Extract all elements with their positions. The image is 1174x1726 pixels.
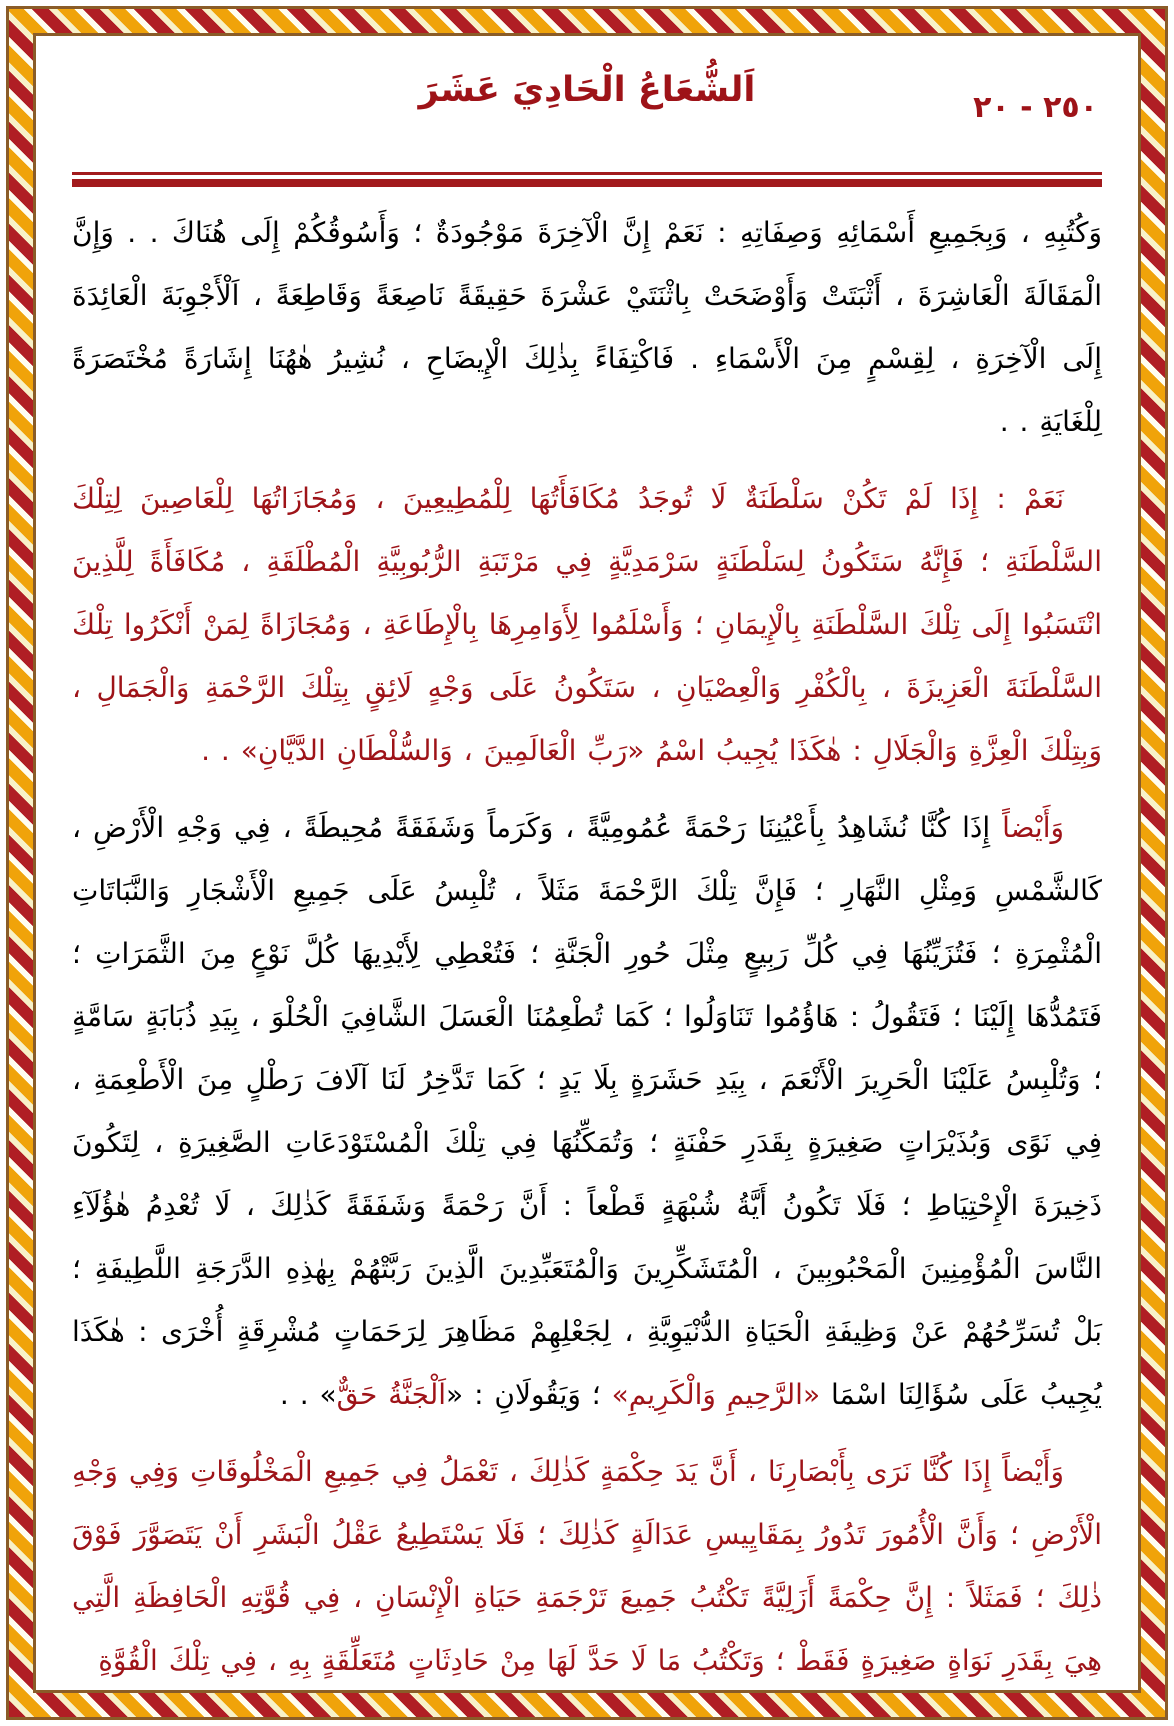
page-title: اَلشُّعَاعُ الْحَادِيَ عَشَرَ	[418, 70, 756, 110]
text-segment: وَأَيْضاً إِذَا كُنَّا نَرَى بِأَبْصَارِنَا ، أَنَّ يَدَ حِكْمَةٍ كَذٰلِكَ ، تَعْمَلُ فِي جَمِيعِ الْمَخْلُوقَاتِ وَفِي وَجْهِ الْأَرْضِ ؛ وَأَنَّ الْأُمُورَ تَدُورُ بِمَقَايِيسِ عَدَالَةٍ كَذٰلِكَ ؛ فَلَا يَسْتَطِيعُ عَقْلُ الْبَشَرِ أَنْ يَتَصَوَّرَ فَوْقَ ذٰلِكَ ؛ فَمَثَلاً : إِنَّ حِكْمَةً أَزَلِيَّةً تَكْتُبُ جَمِيعَ تَرْجَمَةِ حَيَاةِ الْإِنْسَانِ ، فِي قُوَّتِهِ الْحَافِظَةِ الَّتِي هِيَ بِقَدَرِ نَوَاةٍ صَغِيرَةٍ فَقَطْ ؛ وَتَكْتُبُ مَا لَا حَدَّ لَهَا مِنْ حَادِثَاتٍ مُتَعَلِّقَةٍ بِهِ ، فِي تِلْكَ الْقُوَّةِ	[72, 1455, 1102, 1677]
text-segment: اَلْجَنَّةُ حَقٌّ	[336, 1378, 447, 1411]
text-segment: وَأَيْضاً	[1002, 811, 1064, 844]
text-segment: نَعَمْ : إِذَا لَمْ تَكُنْ سَلْطَنَةٌ لَا تُوجَدُ مُكَافَأَتُهَا لِلْمُطِيعِينَ ، وَمُجَازَاتُهَا لِلْعَاصِينَ لِتِلْكَ السَّلْطَنَةِ ؛ فَإِنَّهُ سَتَكُونُ لِسَلْطَنَةٍ سَرْمَدِيَّةٍ فِي مَرْتَبَةِ الرُّبُوبِيَّةِ الْمُطْلَقَةِ ، مُكَافَأَةً لِلَّذِينَ انْتَسَبُوا إِلَى تِلْكَ السَّلْطَنَةِ بِالْإِيمَانِ ؛ وَأَسْلَمُوا لِأَوَامِرِهَا بِالْإِطَاعَةِ ، وَمُجَازَاةً لِمَنْ أَنْكَرُوا تِلْكَ السَّلْطَنَةَ الْعَزِيزَةَ ، بِالْكُفْرِ وَالْعِصْيَانِ ، سَتَكُونُ عَلَى وَجْهٍ لَائِقٍ بِتِلْكَ الرَّحْمَةِ وَالْجَمَالِ ، وَبِتِلْكَ الْعِزَّةِ وَالْجَلَالِ : هٰكَذَا يُجِيبُ اسْمُ «رَبِّ الْعَالَمِينَ ، وَالسُّلْطَانِ الدَّيَّانِ» . .	[72, 482, 1102, 767]
page-header	[72, 70, 1102, 166]
body-text	[72, 201, 1102, 1692]
paragraph-2	[72, 467, 1102, 782]
page-number: ٢٥٠ - ٢٠	[973, 90, 1098, 125]
text-segment: » . .	[279, 1378, 337, 1411]
text-segment: «الرَّحِيمِ وَالْكَرِيمِ»	[611, 1378, 821, 1411]
paragraph-4	[72, 1440, 1102, 1692]
paragraph-3	[72, 796, 1102, 1426]
paragraph-1	[72, 201, 1102, 453]
page-panel	[33, 33, 1141, 1693]
text-segment: إِذَا كُنَّا نُشَاهِدُ بِأَعْيُنِنَا رَحْمَةً عُمُومِيَّةً ، وَكَرَماً وَشَفَقَةً مُحِيطَةً ، فِي وَجْهِ الْأَرْضِ ، كَالشَّمْسِ وَمِثْلِ النَّهَارِ ؛ فَإِنَّ تِلْكَ الرَّحْمَةَ مَثَلاً ، تُلْبِسُ عَلَى جَمِيعِ الْأَشْجَارِ وَالنَّبَاتَاتِ الْمُثْمِرَةِ ؛ فَتُزَيِّنُهَا فِي كُلِّ رَبِيعٍ مِثْلَ حُورِ الْجَنَّةِ ؛ فَتُعْطِي لِأَيْدِيهَا كُلَّ نَوْعٍ مِنَ الثَّمَرَاتِ ؛ فَتَمُدُّهَا إِلَيْنَا ؛ فَتَقُولُ : هَاؤُمُوا تَنَاوَلُوا ؛ كَمَا تُطْعِمُنَا الْعَسَلَ الشَّافِيَ الْحُلْوَ ، بِيَدِ ذُبَابَةٍ سَامَّةٍ ؛ وَتُلْبِسُ عَلَيْنَا الْحَرِيرَ الْأَنْعَمَ ، بِيَدِ حَشَرَةٍ بِلَا يَدٍ ؛ كَمَا تَدَّخِرُ لَنَا آلَافَ رَطْلٍ مِنَ الْأَطْعِمَةِ ، فِي نَوًى وَبُذَيْرَاتٍ صَغِيرَةٍ بِقَدَرِ حَفْنَةٍ ؛ وَتُمَكِّنُهَا فِي تِلْكَ الْمُسْتَوْدَعَاتِ الصَّغِيرَةِ ، لِتَكُونَ ذَخِيرَةَ الْإِحْتِيَاطِ ؛ فَلَا تَكُونُ أَيَّةُ شُبْهَةٍ قَطْعاً : أَنَّ رَحْمَةً وَشَفَقَةً كَذٰلِكَ ، لَا تُعْدِمُ هٰؤُلَآءِ النَّاسَ الْمُؤْمِنِينَ الْمَحْبُوبِينَ ، الْمُتَشَكِّرِينَ وَالْمُتَعَبِّدِينَ الَّذِينَ رَبَّتْهُمْ بِهٰذِهِ الدَّرَجَةِ اللَّطِيفَةِ ؛ بَلْ تُسَرِّحُهُمْ عَنْ وَظِيفَةِ الْحَيَاةِ الدُّنْيَوِيَّةِ ، لِجَعْلِهِمْ مَظَاهِرَ لِرَحَمَاتٍ مُشْرِقَةٍ أُخْرَى : هٰكَذَا يُجِيبُ عَلَى سُؤَالِنَا اسْمَا	[72, 811, 1102, 1411]
header-divider-rule	[72, 172, 1102, 187]
text-segment: وَكُتُبِهِ ، وَبِجَمِيعِ أَسْمَائِهِ وَصِفَاتِهِ : نَعَمْ إِنَّ الْآخِرَةَ مَوْجُودَةٌ ؛ وَأَسُوقُكُمْ إِلَى هُنَاكَ . . وَإِنَّ الْمَقَالَةَ الْعَاشِرَةَ ، أَثْبَتَتْ وَأَوْضَحَتْ بِاثْنَتَيْ عَشْرَةَ حَقِيقَةً نَاصِعَةً وَقَاطِعَةً ، اَلْأَجْوِبَةَ الْعَائِدَةَ إِلَى الْآخِرَةِ ، لِقِسْمٍ مِنَ الْأَسْمَاءِ . فَاكْتِفَاءً بِذٰلِكَ الْإِيضَاحِ ، نُشِيرُ هٰهُنَا إِشَارَةً مُخْتَصَرَةً لِلْغَايَةِ . .	[72, 216, 1102, 438]
text-segment: ؛ وَيَقُولَانِ : «	[446, 1378, 612, 1411]
